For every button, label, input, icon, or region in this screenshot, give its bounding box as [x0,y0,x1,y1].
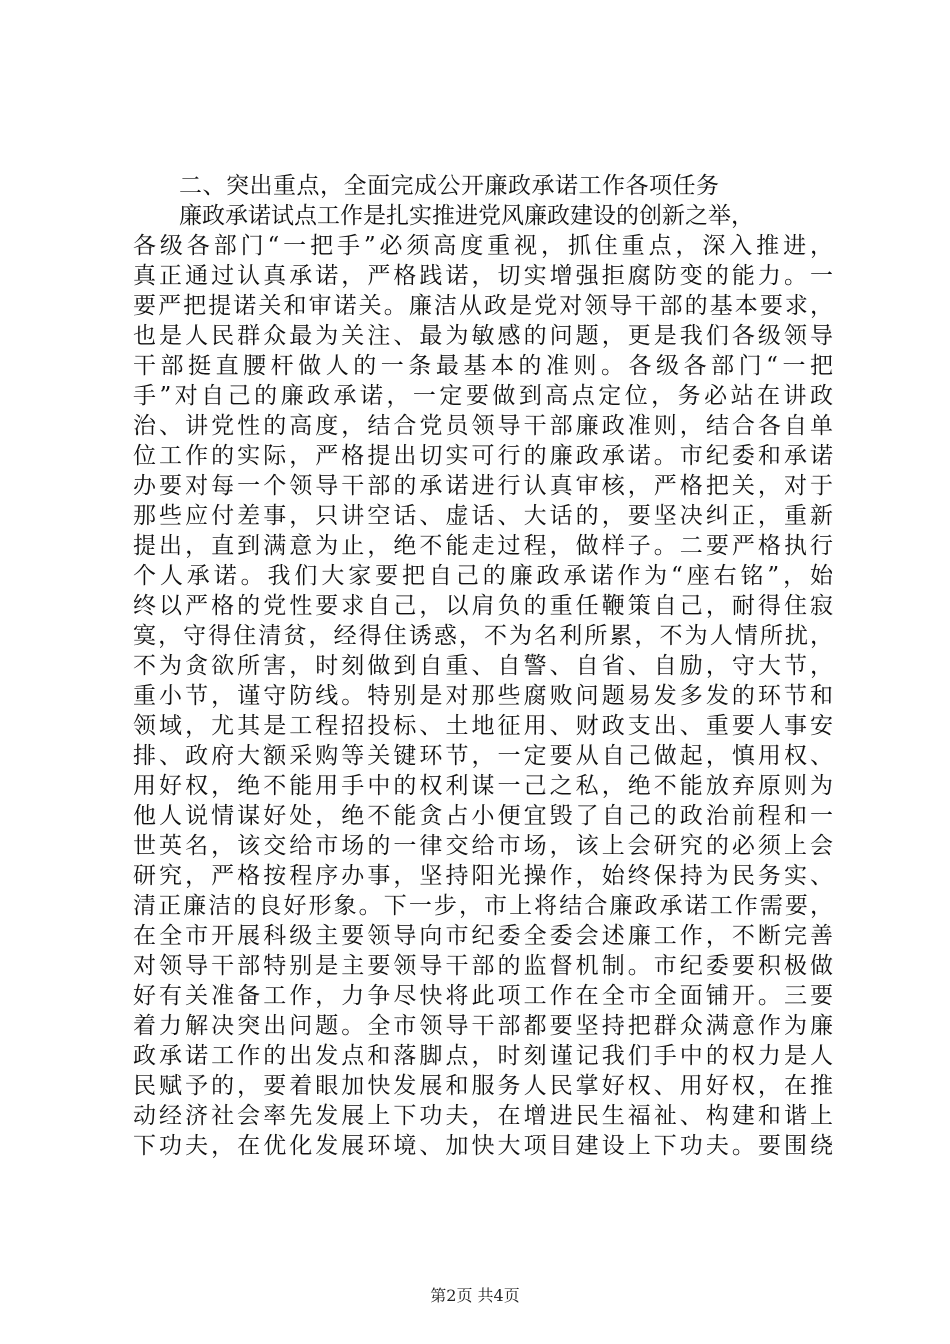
text-line: 提出，直到满意为止，绝不能走过程，做样子。二要严格执行 [133,533,833,559]
text-line: 动经济社会率先发展上下功夫，在增进民生福祉、构建和谐上 [133,1103,833,1129]
text-line: 对领导干部特别是主要领导干部的监督机制。市纪委要积极做 [133,953,833,979]
document-body [133,171,833,1161]
text-line: 领域，尤其是工程招投标、土地征用、财政支出、重要人事安 [133,713,833,739]
text-line: 不为贪欲所害，时刻做到自重、自警、自省、自励，守大节， [133,653,833,679]
text-line: 干部挺直腰杆做人的一条最基本的准则。各级各部门“一把 [133,353,833,379]
text-line: 研究，严格按程序办事，坚持阳光操作，始终保持为民务实、 [133,863,833,889]
text-line: 寞，守得住清贫，经得住诱惑，不为名利所累，不为人情所扰， [133,623,833,649]
text-line: 清正廉洁的良好形象。下一步，市上将结合廉政承诺工作需要， [133,893,833,919]
text-line: 廉政承诺试点工作是扎实推进党风廉政建设的创新之举， [179,203,754,229]
text-line: 重小节，谨守防线。特别是对那些腐败问题易发多发的环节和 [133,683,833,709]
page-footer: 第2页 共4页 [430,1286,520,1305]
text-line: 着力解决突出问题。全市领导干部都要坚持把群众满意作为廉 [133,1013,833,1039]
text-line: 要严把提诺关和审诺关。廉洁从政是党对领导干部的基本要求， [133,293,833,319]
text-line: 那些应付差事，只讲空话、虚话、大话的，要坚决纠正，重新 [133,503,833,529]
paragraph-text [133,201,833,1161]
text-line: 他人说情谋好处，绝不能贪占小便宜毁了自己的政治前程和一 [133,803,833,829]
text-line: 各级各部门“一把手”必须高度重视，抓住重点，深入推进， [133,233,833,259]
text-line: 好有关准备工作，力争尽快将此项工作在全市全面铺开。三要 [133,983,833,1009]
text-line: 个人承诺。我们大家要把自己的廉政承诺作为“座右铭”，始 [133,563,833,589]
text-line: 终以严格的党性要求自己，以肩负的重任鞭策自己，耐得住寂 [133,593,833,619]
text-line: 办要对每一个领导干部的承诺进行认真审核，严格把关，对于 [133,473,833,499]
text-line: 用好权，绝不能用手中的权利谋一己之私，绝不能放弃原则为 [133,773,833,799]
text-line: 政承诺工作的出发点和落脚点，时刻谨记我们手中的权力是人 [133,1043,833,1069]
text-line: 下功夫，在优化发展环境、加快大项目建设上下功夫。要围绕 [133,1133,833,1159]
text-line: 真正通过认真承诺，严格践诺，切实增强拒腐防变的能力。一 [133,263,833,289]
text-line: 位工作的实际，严格提出切实可行的廉政承诺。市纪委和承诺 [133,443,833,469]
text-line: 手”对自己的廉政承诺，一定要做到高点定位，务必站在讲政 [133,383,833,409]
text-line: 治、讲党性的高度，结合党员领导干部廉政准则，结合各自单 [133,413,833,439]
text-line: 民赋予的，要着眼加快发展和服务人民掌好权、用好权，在推 [133,1073,833,1099]
text-line: 世英名，该交给市场的一律交给市场，该上会研究的必须上会 [133,833,833,859]
text-line: 排、政府大额采购等关键环节，一定要从自己做起，慎用权、 [133,743,833,769]
text-line: 在全市开展科级主要领导向市纪委全委会述廉工作，不断完善 [133,923,833,949]
section-heading: 二、突出重点，全面完成公开廉政承诺工作各项任务 [179,173,720,199]
text-line: 也是人民群众最为关注、最为敏感的问题，更是我们各级领导 [133,323,833,349]
